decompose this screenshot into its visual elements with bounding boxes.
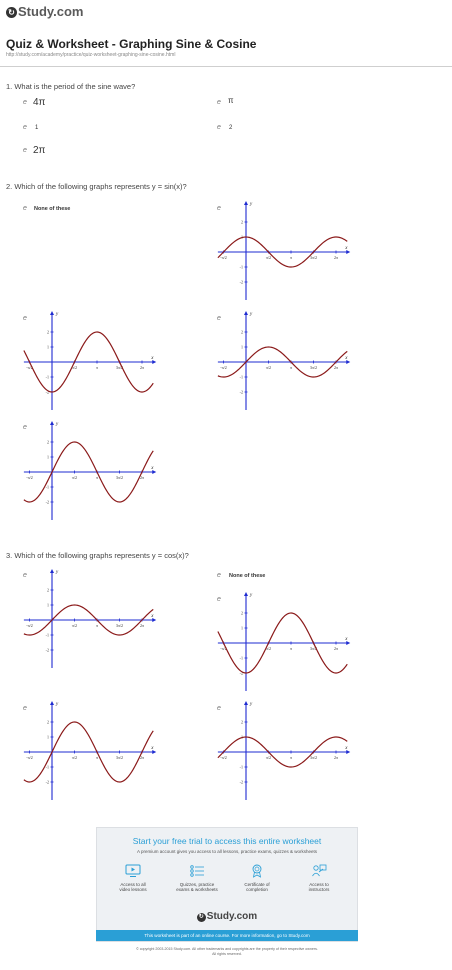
x-axis-label: x <box>151 356 154 361</box>
answer-q1-a: 4π <box>33 97 46 108</box>
logo-icon: ↻ <box>198 914 204 920</box>
radio-q2-b[interactable]: e <box>217 205 221 212</box>
y-tick-label: -2 <box>45 499 49 505</box>
y-tick-label: 2 <box>47 439 49 445</box>
x-tick-label: 3π/2 <box>115 365 124 370</box>
x-tick-label: π <box>289 365 293 370</box>
y-tick-label: -1 <box>239 764 243 770</box>
copyright: © copyright 2003-2015 Study.com. All other trademarks and copyrights are the property of their respective owners. All rights reserved. <box>136 947 318 956</box>
question-2: 2. Which of the following graphs represents y = sin(x)? <box>6 182 187 191</box>
y-tick-label: -1 <box>239 655 243 661</box>
question-3: 3. Which of the following graphs represents y = cos(x)? <box>6 551 189 560</box>
x-axis-label: x <box>151 746 154 751</box>
x-tick-label: 2π <box>333 755 339 760</box>
answer-q2-none: None of these <box>34 206 71 212</box>
x-tick-label: π/2 <box>265 255 272 260</box>
question-1: 1. What is the period of the sine wave? <box>6 82 136 91</box>
x-tick-label: 3π/2 <box>309 646 318 651</box>
y-tick-label: 1 <box>47 454 49 460</box>
answer-q1-e: 2π <box>33 145 46 156</box>
x-tick-label: -π/2 <box>220 365 227 370</box>
y-tick-label: -1 <box>45 764 49 770</box>
y-tick-label: -2 <box>239 670 243 676</box>
x-axis-label: x <box>345 637 348 642</box>
y-tick-label: -1 <box>45 374 49 380</box>
x-tick-label: π/2 <box>71 623 78 628</box>
y-tick-label: 1 <box>47 602 49 608</box>
radio-q3-b[interactable]: e <box>217 572 221 579</box>
answer-q3-none: None of these <box>229 573 266 579</box>
feature-instructors: Access to instructors <box>291 864 347 892</box>
radio-q3-d[interactable]: e <box>23 705 27 712</box>
x-tick-label: -π/2 <box>220 755 227 760</box>
x-tick-label: π <box>95 365 99 370</box>
y-tick-label: 2 <box>47 587 49 593</box>
x-axis-label: x <box>345 746 348 751</box>
x-tick-label: -π/2 <box>26 623 33 628</box>
y-tick-label: 2 <box>47 719 49 725</box>
y-tick-label: 2 <box>241 329 243 335</box>
y-tick-label: -2 <box>239 279 243 285</box>
x-tick-label: 2π <box>139 755 145 760</box>
x-tick-label: 2π <box>333 365 339 370</box>
logo-icon: ↻ <box>6 7 17 18</box>
y-axis-label: y <box>250 593 253 598</box>
y-tick-label: -1 <box>45 632 49 638</box>
course-banner[interactable]: This worksheet is part of an online course. For more information, go to Study.com <box>96 930 358 941</box>
y-axis-label: y <box>56 702 59 707</box>
answer-q1-b: π <box>228 96 234 105</box>
radio-q1-e[interactable]: e <box>23 147 27 154</box>
y-tick-label: 2 <box>241 610 243 616</box>
x-tick-label: π <box>95 623 99 628</box>
x-tick-label: π <box>95 475 99 480</box>
x-tick-label: π/2 <box>265 755 272 760</box>
radio-q1-c[interactable]: e <box>23 124 27 131</box>
x-tick-label: -π/2 <box>26 755 33 760</box>
radio-q2-e[interactable]: e <box>23 424 27 431</box>
x-axis-label: x <box>345 356 348 361</box>
y-axis-label: y <box>250 702 253 707</box>
certificate-icon <box>249 864 265 878</box>
x-tick-label: 2π <box>139 623 145 628</box>
y-axis-label: y <box>250 312 253 317</box>
x-tick-label: π <box>289 646 293 651</box>
study-logo: ↻ Study.com <box>6 4 84 19</box>
promo-headline[interactable]: Start your free trial to access this entire worksheet <box>132 836 322 846</box>
promo-box <box>96 827 358 942</box>
x-tick-label: -π/2 <box>220 255 227 260</box>
x-tick-label: 2π <box>333 255 339 260</box>
x-tick-label: 3π/2 <box>115 755 124 760</box>
x-tick-label: 3π/2 <box>115 475 124 480</box>
radio-q1-d[interactable]: e <box>217 124 221 131</box>
radio-q1-b[interactable]: e <box>217 99 221 106</box>
y-tick-label: -2 <box>45 647 49 653</box>
answer-q1-d: 2 <box>229 125 233 131</box>
radio-q2-d[interactable]: e <box>217 315 221 322</box>
y-tick-label: 1 <box>241 344 243 350</box>
radio-q3-c[interactable]: e <box>217 596 221 603</box>
y-tick-label: 2 <box>241 219 243 225</box>
x-tick-label: 3π/2 <box>309 255 318 260</box>
radio-q3-e[interactable]: e <box>217 705 221 712</box>
promo-logo[interactable]: ↻ Study.com <box>198 911 258 922</box>
quiz-list-icon <box>189 864 205 878</box>
answer-q1-c: 1 <box>35 125 39 131</box>
x-tick-label: 2π <box>139 475 145 480</box>
y-tick-label: 1 <box>47 734 49 740</box>
page-title: Quiz & Worksheet - Graphing Sine & Cosine <box>6 37 257 51</box>
y-tick-label: 1 <box>241 625 243 631</box>
feature-quizzes: Quizzes, practice exams & worksheets <box>169 864 225 892</box>
radio-q2-a[interactable]: e <box>23 205 27 212</box>
y-axis-label: y <box>56 422 59 427</box>
feature-certificate: Certificate of completion <box>229 864 285 892</box>
instructors-icon <box>311 864 327 878</box>
x-tick-label: 2π <box>333 646 339 651</box>
y-tick-label: 2 <box>47 329 49 335</box>
y-tick-label: 1 <box>241 734 243 740</box>
x-tick-label: π/2 <box>71 365 78 370</box>
x-tick-label: 3π/2 <box>309 755 318 760</box>
x-axis-label: x <box>151 614 154 619</box>
y-tick-label: -2 <box>45 779 49 785</box>
y-tick-label: -2 <box>239 389 243 395</box>
y-tick-label: -2 <box>239 779 243 785</box>
x-tick-label: π/2 <box>265 646 272 651</box>
promo-subtext: A premium account gives you access to all lessons, practice exams, quizzes & worksheets <box>136 849 318 854</box>
radio-q2-c[interactable]: e <box>23 315 27 322</box>
video-lessons-icon <box>125 864 141 878</box>
x-tick-label: π <box>289 255 293 260</box>
x-tick-label: π <box>289 755 293 760</box>
x-tick-label: π/2 <box>71 755 78 760</box>
x-tick-label: 3π/2 <box>309 365 318 370</box>
y-tick-label: -1 <box>239 264 243 270</box>
y-tick-label: 2 <box>241 719 243 725</box>
x-tick-label: -π/2 <box>26 475 33 480</box>
x-axis-label: x <box>151 466 154 471</box>
y-axis-label: y <box>56 312 59 317</box>
x-tick-label: -π/2 <box>220 646 227 651</box>
x-tick-label: -π/2 <box>26 365 33 370</box>
y-axis-arrow <box>244 701 248 705</box>
y-tick-label: -2 <box>45 389 49 395</box>
y-tick-label: 1 <box>241 234 243 240</box>
y-tick-label: -1 <box>45 484 49 490</box>
radio-q3-a[interactable]: e <box>23 572 27 579</box>
x-tick-label: π/2 <box>71 475 78 480</box>
x-axis-label: x <box>345 246 348 251</box>
y-axis-label: y <box>250 202 253 207</box>
feature-video-lessons: Access to all video lessons <box>105 864 161 892</box>
x-tick-label: π <box>95 755 99 760</box>
x-tick-label: 2π <box>139 365 145 370</box>
x-tick-label: π/2 <box>265 365 272 370</box>
y-axis-label: y <box>56 570 59 575</box>
radio-q1-a[interactable]: e <box>23 99 27 106</box>
x-tick-label: 3π/2 <box>115 623 124 628</box>
y-tick-label: 1 <box>47 344 49 350</box>
page-url: http://study.com/academy/practice/quiz-worksheet-graphing-sine-cosine.html <box>6 52 176 58</box>
y-tick-label: -1 <box>239 374 243 380</box>
